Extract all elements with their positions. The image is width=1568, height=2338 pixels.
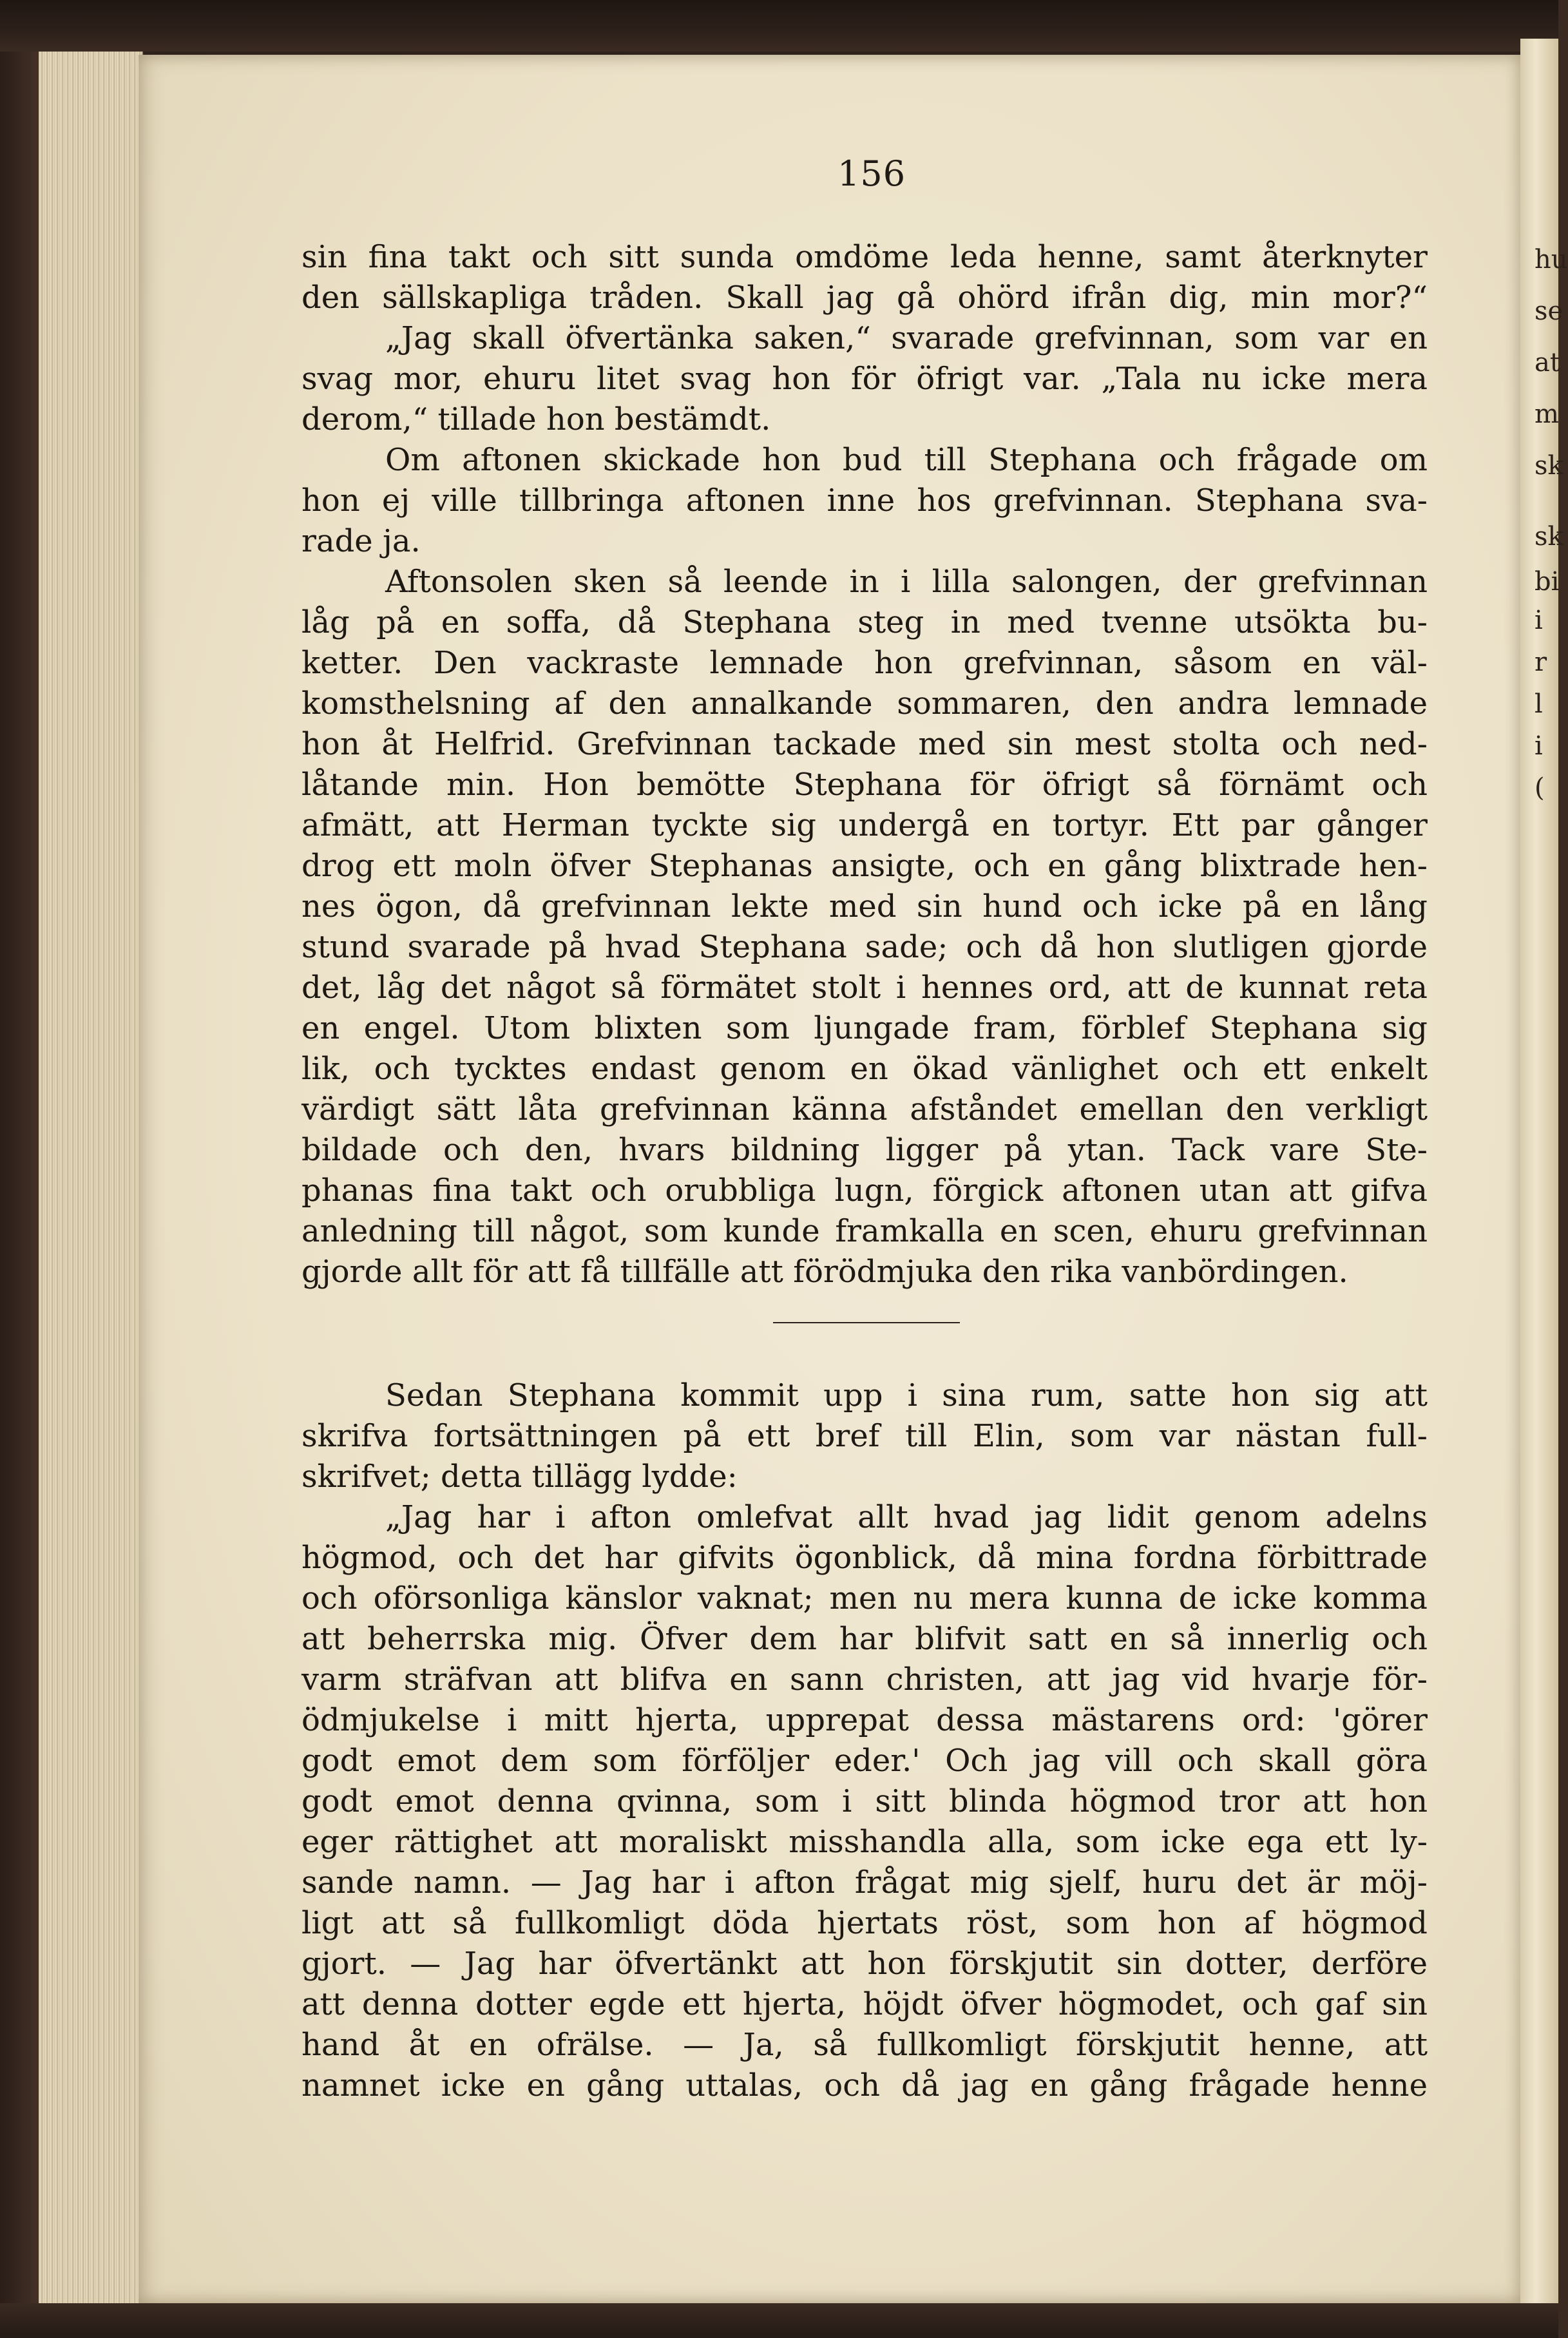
text-line: Aftonsolen sken så leende in i lilla salongen, der grefvinnan (385, 564, 1428, 600)
text-line: skrifvet; detta tillägg lydde: (301, 1459, 738, 1495)
text-line: att denna dotter egde ett hjerta, höjdt öfver högmodet, och gaf sin (301, 1986, 1428, 2022)
text-line: och oförsonliga känslor vaknat; men nu mera kunna de icke komma (301, 1580, 1428, 1616)
text-line: hon åt Helfrid. Grefvinnan tackade med sin mest stolta och ned- (301, 726, 1428, 762)
text-line: lik, och tycktes endast genom en ökad vänlighet och ett enkelt (301, 1051, 1428, 1087)
book-cover-top (0, 0, 1558, 52)
text-line: ödmjukelse i mitt hjerta, upprepat dessa mästarens ord: 'görer (301, 1702, 1428, 1738)
text-line: låg på en soffa, då Stephana steg in med tvenne utsökta bu- (301, 604, 1428, 640)
text-line: värdigt sätt låta grefvinnan känna afståndet emellan den verkligt (301, 1091, 1428, 1127)
adjacent-page-fragment: sk (1535, 451, 1563, 481)
adjacent-page-fragment: bi (1535, 567, 1560, 597)
text-line: Sedan Stephana kommit upp i sina rum, satte hon sig att (385, 1377, 1428, 1413)
text-line: svag mor, ehuru litet svag hon för öfrigt var. „Tala nu icke mera (301, 361, 1428, 397)
text-line: rade ja. (301, 523, 421, 559)
adjacent-page-fragment: hu (1535, 245, 1568, 274)
adjacent-page-fragment: sk (1535, 522, 1563, 551)
adjacent-page-fragment: r (1535, 647, 1547, 677)
text-line: eger rättighet att moraliskt misshandla alla, som icke ega ett ly- (301, 1824, 1428, 1860)
adjacent-page-fragment: ( (1535, 773, 1545, 803)
text-line: gjort. — Jag har öfvertänkt att hon förskjutit sin dotter, derföre (301, 1946, 1428, 1982)
text-line: stund svarade på hvad Stephana sade; och då hon slutligen gjorde (301, 929, 1428, 965)
book-cover-bottom (0, 2303, 1558, 2338)
text-line: låtande min. Hon bemötte Stephana för öfrigt så förnämt och (301, 767, 1428, 803)
adjacent-page-fragment: se (1535, 296, 1563, 326)
adjacent-page-fragment: i (1535, 731, 1543, 761)
text-line: nes ögon, då grefvinnan lekte med sin hund och icke på en lång (301, 888, 1428, 925)
text-line: phanas fina takt och orubbliga lugn, förgick aftonen utan att gifva (301, 1173, 1428, 1209)
page-edges (39, 52, 143, 2306)
text-block-main (301, 237, 1428, 1292)
text-block-letter (301, 1375, 1428, 2106)
text-line: gjorde allt för att få tillfälle att förödmjuka den rika vanbördingen. (301, 1254, 1348, 1290)
text-line: godt emot dem som förföljer eder.' Och jag vill och skall göra (301, 1743, 1428, 1779)
text-line: „Jag har i afton omlefvat allt hvad jag lidit genom adelns (385, 1499, 1428, 1535)
section-divider (773, 1322, 960, 1323)
text-line: derom,“ tillade hon bestämdt. (301, 401, 771, 437)
text-line: varm sträfvan att blifva en sann christen, att jag vid hvarje för- (301, 1662, 1428, 1698)
adjacent-page-fragment: i (1535, 606, 1543, 635)
text-line: hand åt en ofrälse. — Ja, så fullkomligt förskjutit henne, att (301, 2027, 1428, 2063)
text-line: att beherrska mig. Öfver dem har blifvit satt en så innerlig och (301, 1621, 1428, 1657)
adjacent-page-fragment: at (1535, 348, 1560, 378)
adjacent-page-fragment: l (1535, 689, 1543, 719)
text-line: namnet icke en gång uttalas, och då jag en gång frågade henne (301, 2067, 1428, 2103)
text-line: sande namn. — Jag har i afton frågat mig sjelf, huru det är möj- (301, 1864, 1428, 1901)
adjacent-page-edge (1520, 39, 1568, 2306)
text-line: ketter. Den vackraste lemnade hon grefvinnan, såsom en väl- (301, 645, 1428, 681)
page-number: 156 (837, 153, 906, 194)
text-line: den sällskapliga tråden. Skall jag gå ohörd ifrån dig, min mor?“ (301, 280, 1428, 316)
text-line: komsthelsning af den annalkande sommaren, den andra lemnade (301, 685, 1428, 722)
text-line: Om aftonen skickade hon bud till Stephana och frågade om (385, 442, 1428, 478)
text-line: hon ej ville tillbringa aftonen inne hos grefvinnan. Stephana sva- (301, 483, 1428, 519)
text-line: godt emot denna qvinna, som i sitt blinda högmod tror att hon (301, 1783, 1428, 1819)
text-line: afmätt, att Herman tyckte sig undergå en tortyr. Ett par gånger (301, 807, 1428, 843)
text-line: anledning till något, som kunde framkalla en scen, ehuru grefvinnan (301, 1213, 1428, 1249)
text-line: „Jag skall öfvertänka saken,“ svarade grefvinnan, som var en (385, 320, 1428, 356)
text-line: en engel. Utom blixten som ljungade fram, förblef Stephana sig (301, 1010, 1428, 1046)
text-line: ligt att så fullkomligt döda hjertats röst, som hon af högmod (301, 1905, 1428, 1941)
text-line: skrifva fortsättningen på ett bref till Elin, som var nästan full- (301, 1418, 1428, 1454)
adjacent-page-fragment: m (1535, 399, 1559, 429)
text-line: bildade och den, hvars bildning ligger på ytan. Tack vare Ste- (301, 1132, 1428, 1168)
text-line: det, låg det något så förmätet stolt i hennes ord, att de kunnat reta (301, 970, 1428, 1006)
text-line: drog ett moln öfver Stephanas ansigte, och en gång blixtrade hen- (301, 848, 1428, 884)
text-line: sin fina takt och sitt sunda omdöme leda henne, samt återknyter (301, 239, 1428, 275)
text-line: högmod, och det har gifvits ögonblick, då mina fordna förbittrade (301, 1540, 1428, 1576)
